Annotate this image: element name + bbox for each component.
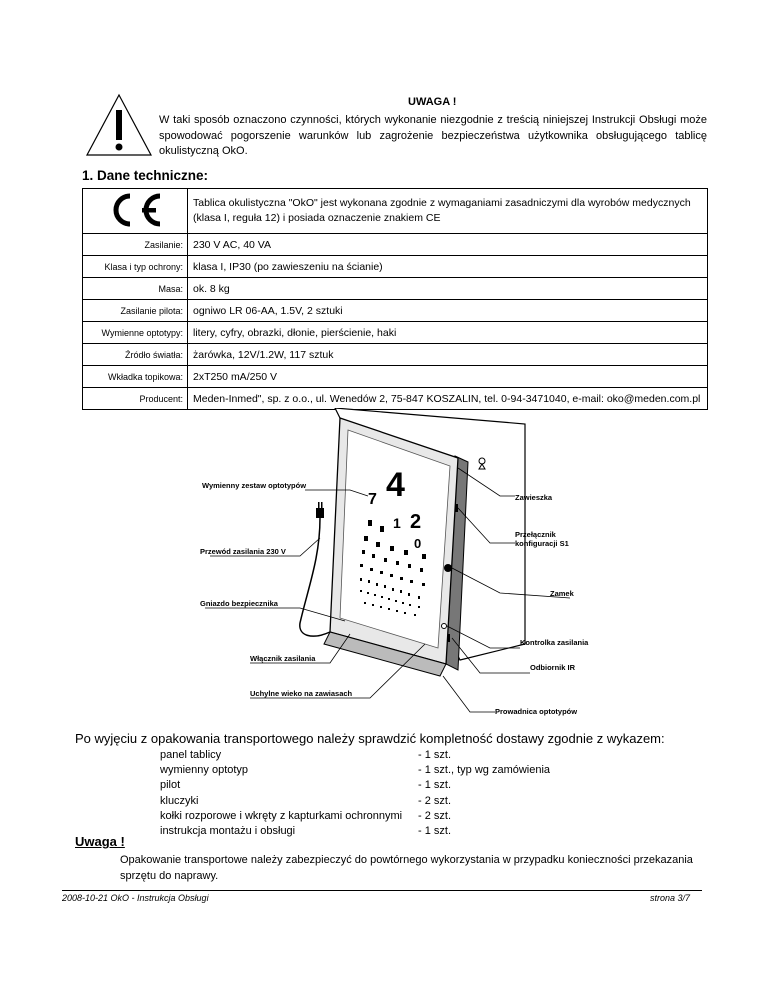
footer-divider: [62, 890, 702, 891]
delivery-items: [160, 748, 402, 839]
config-switch-icon: [455, 504, 458, 512]
delivery-qty: - 1 szt.: [418, 779, 452, 792]
spec-row: [83, 300, 708, 322]
warning-text: W taki sposób oznaczono czynności, których wykonanie niezgodnie z treścią niniejszej Instrukcji Obsługi może spowodować pogorszenie warunków lub zagrożenie bezpieczeństwa użytkownika obsługującego tablicę okulistyczną OkO.: [159, 114, 707, 157]
label-hanger: Zawieszka: [515, 493, 553, 502]
delivery-qty: - 2 szt.: [418, 809, 452, 822]
label-ir: Odbiornik IR: [530, 663, 575, 672]
spec-value: ok. 8 kg: [188, 278, 708, 300]
label-guide: Prowadnica optotypów: [495, 707, 578, 716]
spec-value: ogniwo LR 06-AA, 1.5V, 2 sztuki: [188, 300, 708, 322]
spec-label: Klasa i typ ochrony:: [83, 256, 188, 278]
spec-row: [83, 388, 708, 410]
ir-receiver-icon: [448, 634, 450, 642]
board-face: [340, 430, 450, 648]
label-lid: Uchylne wieko na zawiasach: [250, 689, 353, 698]
spec-value: klasa I, IP30 (po zawieszeniu na ścianie): [188, 256, 708, 278]
ce-mark-icon: [104, 193, 166, 227]
device-diagram: [190, 408, 610, 724]
ce-logo-cell: [83, 189, 188, 234]
optotype-glyph: 7: [368, 491, 377, 508]
label-switch: Przełącznik: [515, 530, 556, 539]
delivery-qty: - 1 szt., typ wg zamówienia: [418, 764, 551, 777]
spec-label: Producent:: [83, 388, 188, 410]
ce-row: [83, 189, 708, 234]
delivery-quantities: [418, 748, 550, 839]
optotype-glyph: 0: [414, 536, 422, 551]
spec-row: [83, 256, 708, 278]
delivery-qty: - 1 szt.: [418, 825, 452, 838]
spec-value: 230 V AC, 40 VA: [188, 234, 708, 256]
lock-icon: [444, 564, 452, 572]
label-optotypes: Wymienny zestaw optotypów: [202, 481, 307, 490]
spec-label: Masa:: [83, 278, 188, 300]
ce-text: Tablica okulistyczna "OkO" jest wykonana zgodnie z wymaganiami zasadniczymi dla wyrobów medycznych (klasa I, reguła 12) i posiada oznaczenie znakiem CE: [188, 189, 708, 234]
footer-doc-info: 2008-10-21 OkO - Instrukcja Obsługi: [62, 893, 209, 903]
spec-row: [83, 344, 708, 366]
power-cable: [300, 518, 330, 636]
label-cable: Przewód zasilania 230 V: [200, 547, 286, 556]
label-lock: Zamek: [550, 589, 574, 598]
label-power-lamp: Kontrolka zasilania: [520, 638, 589, 647]
note-title: Uwaga !: [75, 834, 125, 849]
warning-triangle-icon: [84, 92, 154, 158]
power-lamp-icon: [442, 624, 447, 629]
spec-value: 2xT250 mA/250 V: [188, 366, 708, 388]
spec-row: [83, 366, 708, 388]
warning-title: UWAGA !: [408, 96, 457, 108]
spec-label: Wymienne optotypy:: [83, 322, 188, 344]
section-title: 1. Dane techniczne:: [82, 168, 209, 183]
spec-value: żarówka, 12V/1.2W, 117 sztuk: [188, 344, 708, 366]
label-switch-config: konfiguracji S1: [515, 539, 569, 548]
delivery-item: panel tablicy: [160, 749, 222, 761]
delivery-qty: - 2 szt.: [418, 794, 452, 807]
spec-value: litery, cyfry, obrazki, dłonie, pierścienie, haki: [188, 322, 708, 344]
note-text: Opakowanie transportowe należy zabezpieczyć do powtórnego wykorzystania w przypadku konieczności przekazania sprzętu do naprawy.: [120, 854, 693, 882]
spec-label: Wkładka topikowa:: [83, 366, 188, 388]
spec-label: Źródło światła:: [83, 344, 188, 366]
spec-value: Meden-Inmed", sp. z o.o., ul. Wenedów 2, 75-847 KOSZALIN, tel. 0-94-3471040, e-mail: oko@meden.com.pl: [188, 388, 708, 410]
cable-plug-icon: [316, 508, 324, 518]
spec-row: [83, 322, 708, 344]
spec-label: Zasilanie pilota:: [83, 300, 188, 322]
spec-label: Zasilanie:: [83, 234, 188, 256]
spec-row: [83, 234, 708, 256]
footer-page-number: strona 3/7: [650, 893, 691, 903]
label-power-switch: Włącznik zasilania: [250, 654, 316, 663]
delivery-item: kołki rozporowe i wkręty z kapturkami ochronnymi: [160, 809, 403, 822]
spec-row: [83, 278, 708, 300]
delivery-qty: - 1 szt.: [418, 749, 452, 761]
delivery-item: instrukcja montażu i obsługi: [160, 825, 296, 838]
label-fuse-socket: Gniazdo bezpiecznika: [200, 599, 278, 608]
delivery-item: pilot: [160, 779, 181, 792]
optotype-glyph: 4: [386, 466, 405, 504]
delivery-intro: Po wyjęciu z opakowania transportowego należy sprawdzić kompletność dostawy zgodnie z wykazem:: [75, 731, 665, 746]
delivery-item: wymienny optotyp: [160, 764, 249, 777]
optotype-glyph: 2: [410, 511, 422, 533]
spec-table: [82, 188, 708, 410]
optotype-glyph: 1: [393, 515, 401, 531]
delivery-item: kluczyki: [160, 794, 199, 807]
